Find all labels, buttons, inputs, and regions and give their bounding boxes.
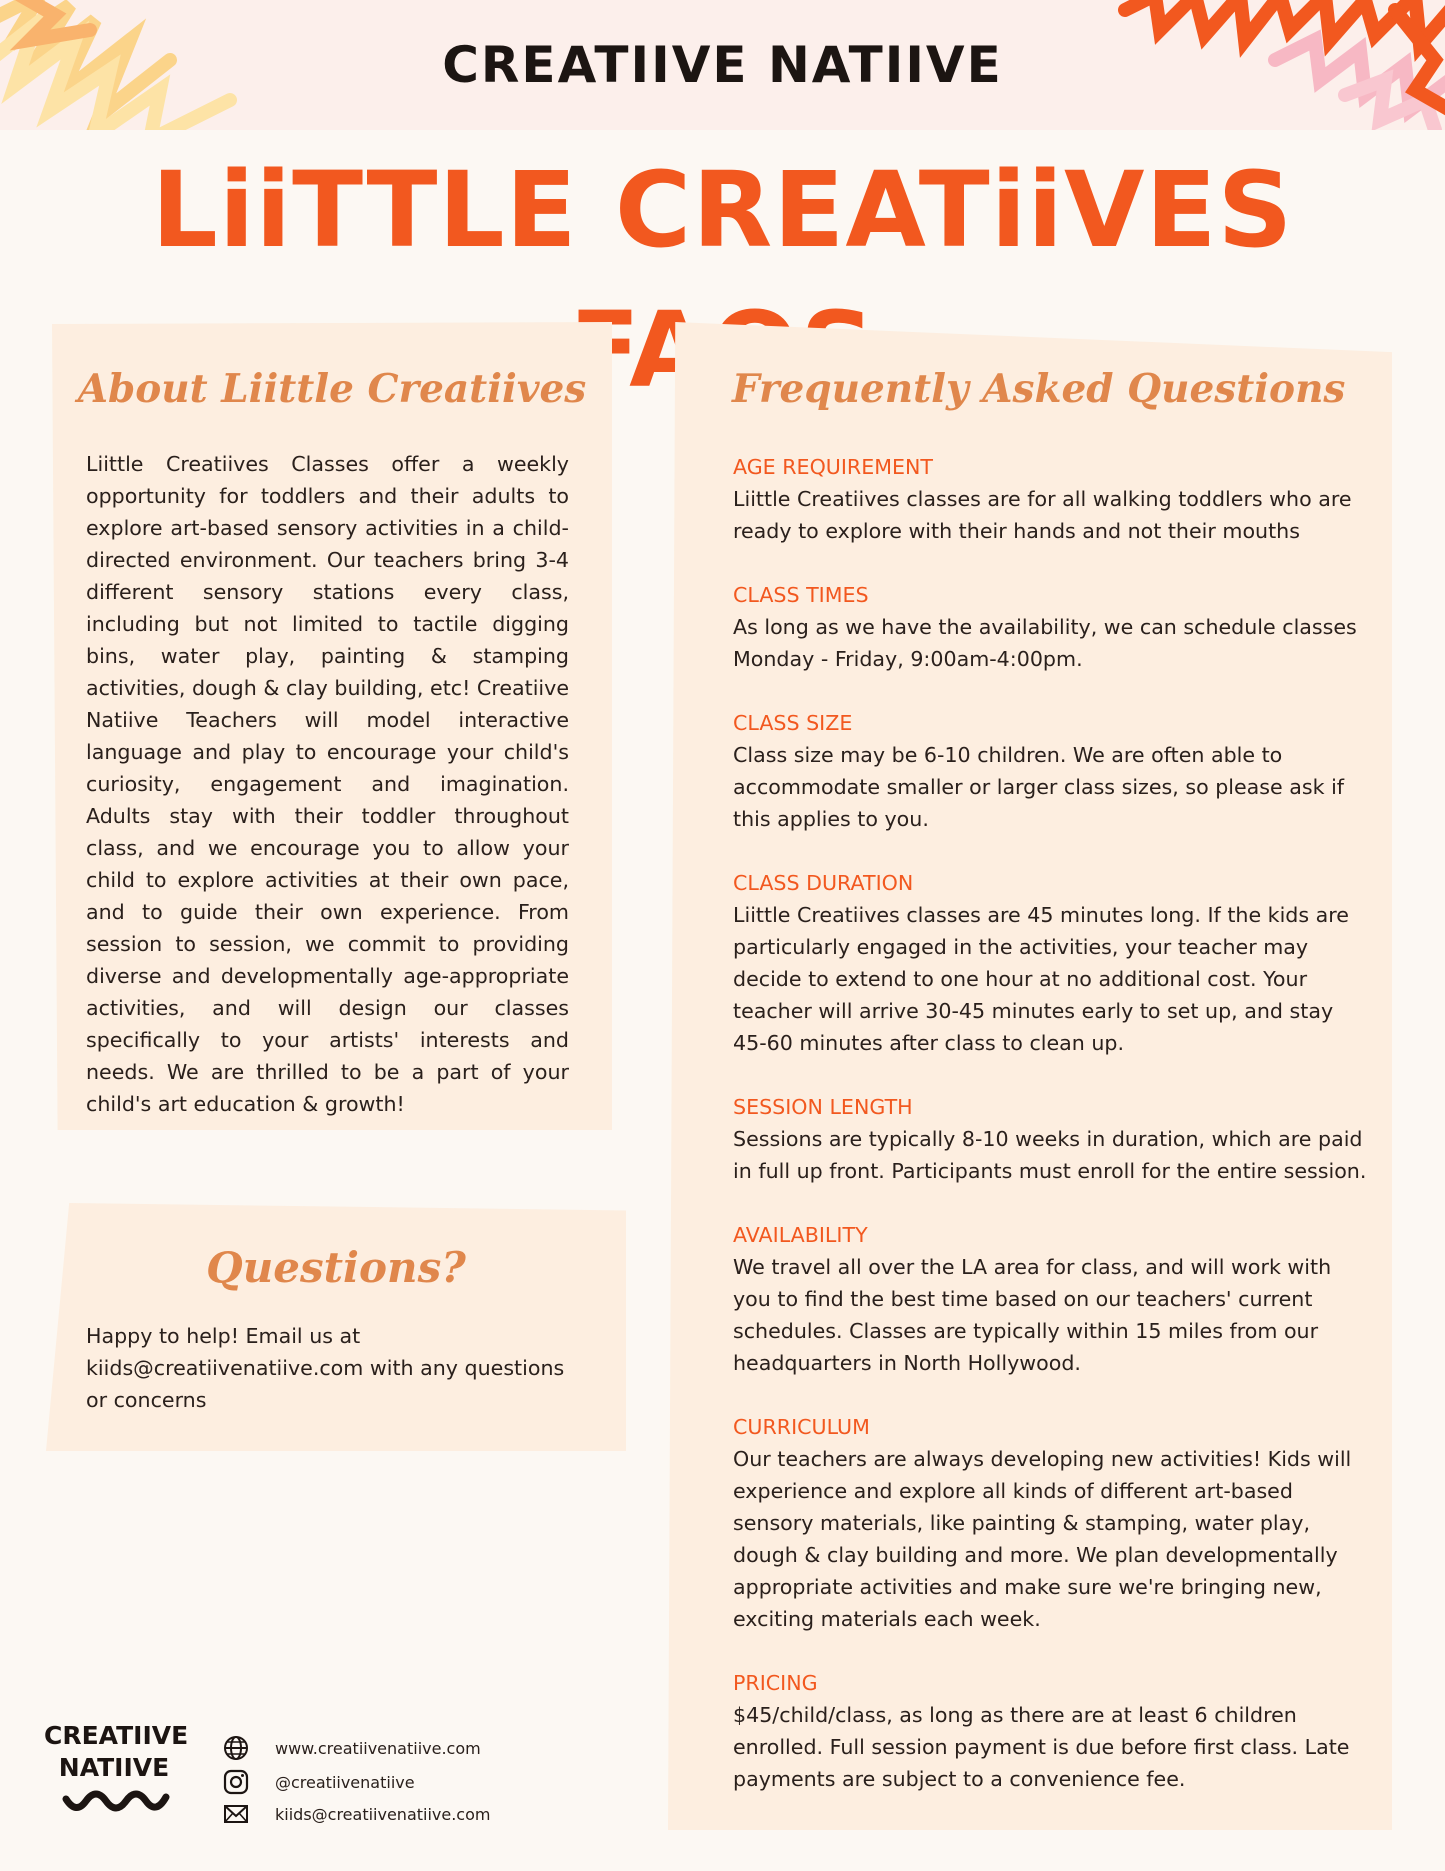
about-heading: About Liittle Creatiives	[77, 366, 587, 412]
faq-answer: As long as we have the availability, we can schedule classes Monday - Friday, 9:00am-4:00pm.	[733, 615, 1357, 671]
footer-logo	[44, 1720, 189, 1784]
faq-question: CLASS TIMES	[733, 583, 869, 607]
faq-item	[733, 1411, 1373, 1635]
faq-item	[733, 867, 1373, 1059]
faq-answer: Sessions are typically 8-10 weeks in duration, which are paid in full up front. Participants must enroll for the entire session.	[733, 1127, 1367, 1183]
faq-question: CLASS DURATION	[733, 871, 914, 895]
footer-logo-line2: NATIIVE	[58, 1753, 170, 1782]
faq-answer: We travel all over the LA area for class, and will work with you to find the best time based on our teachers' current schedules. Classes are typically within 15 miles from our headquarters in North Hollywood.	[733, 1255, 1332, 1375]
contact-website[interactable]	[222, 1734, 481, 1762]
footer-logo-line1: CREATIIVE	[44, 1721, 189, 1750]
contact-email[interactable]	[222, 1800, 490, 1828]
website-link[interactable]: www.creatiivenatiive.com	[275, 1738, 481, 1758]
faq-answer: $45/child/class, as long as there are at least 6 children enrolled. Full session payment is due before first class. Late payments are subject to a convenience fee.	[733, 1703, 1350, 1791]
brand-name: CREATIIVE NATIIVE	[442, 36, 1003, 94]
email-link[interactable]: kiids@creatiivenatiive.com	[275, 1804, 491, 1824]
instagram-handle[interactable]: @creatiivenatiive	[275, 1772, 415, 1792]
questions-body: Happy to help! Email us at kiids@creatiivenatiive.com with any questions or concerns	[86, 1324, 565, 1412]
contact-instagram[interactable]	[222, 1768, 415, 1796]
faq-item	[733, 1219, 1373, 1379]
faq-answer: Our teachers are always developing new activities! Kids will experience and explore all kinds of different art-based sensory materials, like painting & stamping, water play, dough & clay building and more. We plan developmentally appropriate activities and make sure we're bringing new, exciting materials each week.	[733, 1447, 1352, 1631]
faq-question: AVAILABILITY	[733, 1223, 868, 1247]
faq-list	[733, 451, 1373, 1795]
faq-item	[733, 451, 1373, 547]
squiggle-icon	[62, 1787, 172, 1817]
page-title: LiiTTLE CREATiiVES	[151, 149, 1294, 271]
faq-question: SESSION LENGTH	[733, 1095, 913, 1119]
faq-question: AGE REQUIREMENT	[733, 455, 934, 479]
faq-question: PRICING	[733, 1671, 818, 1695]
faq-answer: Class size may be 6-10 children. We are often able to accommodate smaller or larger class sizes, so please ask if this applies to you.	[733, 743, 1345, 831]
faq-answer: Liittle Creatiives classes are for all walking toddlers who are ready to explore with their hands and not their mouths	[733, 487, 1352, 543]
faq-item	[733, 1091, 1373, 1187]
instagram-icon	[222, 1768, 250, 1796]
faq-heading: Frequently Asked Questions	[732, 366, 1346, 412]
about-body: Liittle Creatiives Classes offer a weekly opportunity for toddlers and their adults to explore art-based sensory activities in a child-directed environment. Our teachers bring 3-4 different sensory stations every class, including but not limited to tactile digging bins, water play, painting & stamping activities, dough & clay building, etc! Creatiive Natiive Teachers will model interactive language and play to encourage your child's curiosity, engagement and imagination. Adults stay with their toddler throughout class, and we encourage you to allow your child to explore activities at their own pace, and to guide their own experience. From session to session, we commit to providing diverse and developmentally age-appropriate activities, and will design our classes specifically to your artists' interests and needs. We are thrilled to be a part of your child's art education & growth!	[86, 452, 569, 1116]
globe-icon	[222, 1734, 250, 1762]
mail-icon	[222, 1800, 250, 1828]
faq-question: CURRICULUM	[733, 1415, 870, 1439]
questions-heading: Questions?	[206, 1243, 466, 1292]
faq-item	[733, 1667, 1373, 1795]
faq-question: CLASS SIZE	[733, 711, 853, 735]
faq-item	[733, 707, 1373, 835]
faq-item	[733, 579, 1373, 675]
faq-answer: Liittle Creatiives classes are 45 minutes long. If the kids are particularly engaged in the activities, your teacher may decide to extend to one hour at no additional cost. Your teacher will arrive 30-45 minutes early to set up, and stay 45-60 minutes after class to clean up.	[733, 903, 1349, 1055]
